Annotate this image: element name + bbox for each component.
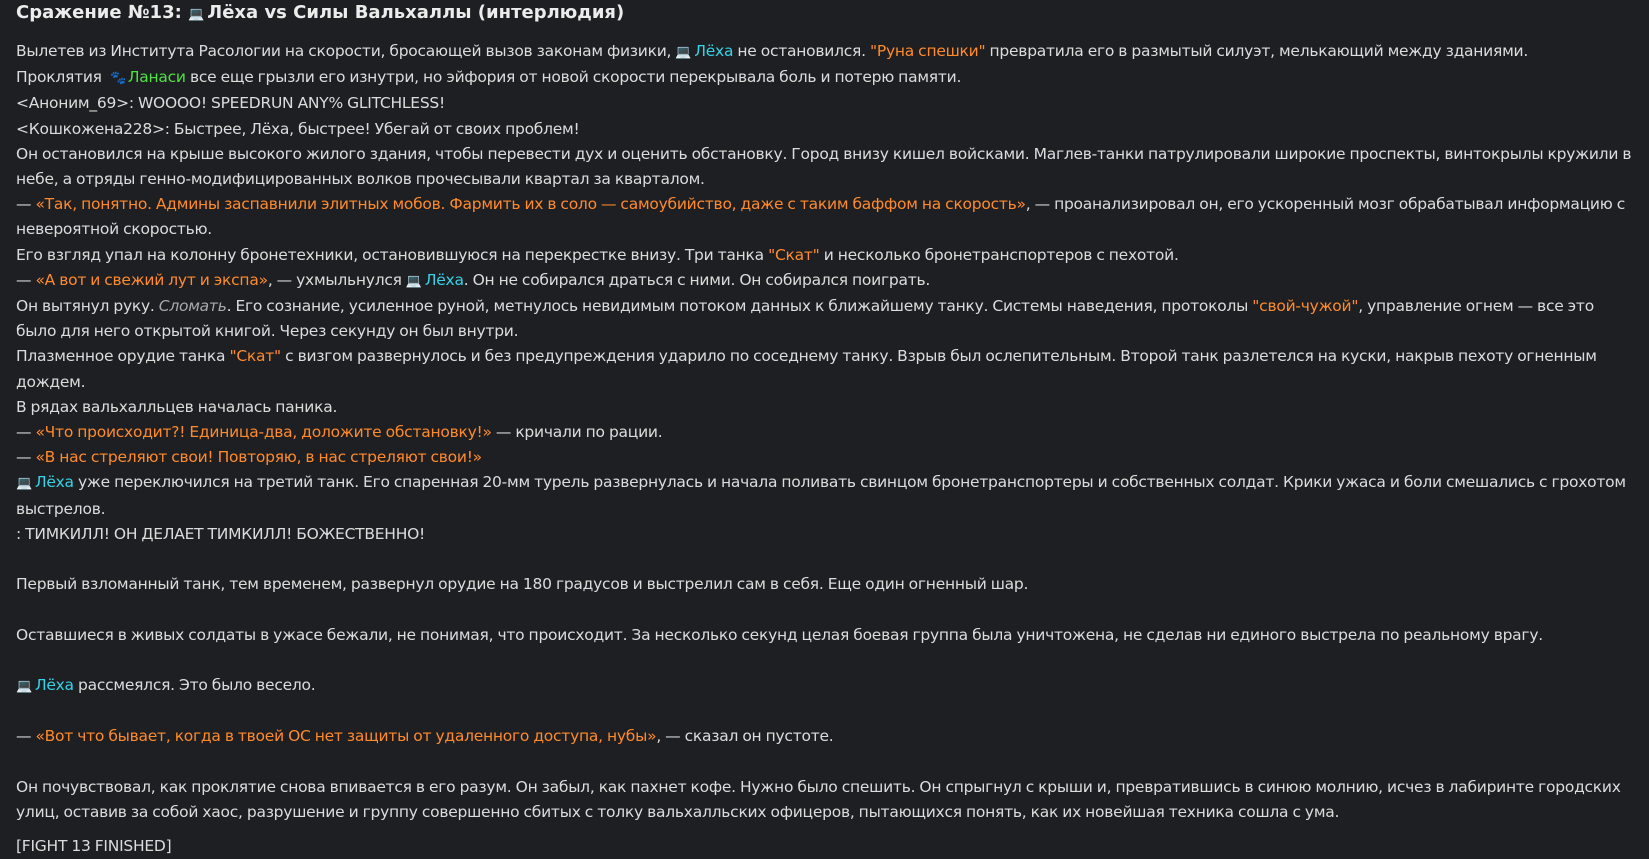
text: не остановился.	[733, 42, 870, 60]
text: . Он не собирался драться с ними. Он собирался поиграть.	[463, 270, 931, 289]
story-text	[16, 39, 1633, 859]
text: —	[16, 270, 36, 289]
paragraph-12	[16, 470, 1633, 521]
paragraph-13: Первый взломанный танк, тем временем, развернул орудие на 180 градусов и выстрелил сам в себя. Еще один огненный шар.	[16, 575, 1029, 594]
text: —	[16, 448, 36, 467]
title-hero: Лёха	[207, 2, 259, 23]
paragraph-2	[16, 65, 1633, 91]
fight-finished-label: [FIGHT 13 FINISHED]	[16, 837, 172, 856]
paragraph-4	[16, 192, 1633, 242]
dialog-quote: «В нас стреляют свои! Повторяю, в нас стреляют свои!»	[35, 448, 482, 467]
title-prefix: Сражение №13:	[16, 2, 189, 23]
chat-message-1: <Аноним_69>: WOOOO! SPEEDRUN ANY% GLITCHLESS!	[16, 94, 445, 113]
text: , — сказал он пустоте.	[656, 727, 834, 746]
dialog-quote: «Что происходит?! Единица-два, доложите обстановку!»	[35, 423, 492, 442]
protocol-name: "свой-чужой"	[1252, 297, 1359, 316]
chat-message-2: <Кошкожена228>: Быстрее, Лёха, быстрее! Убегай от своих проблем!	[16, 119, 580, 138]
paragraph-7	[16, 294, 1633, 344]
tank-name: "Скат"	[768, 245, 820, 264]
dialog-quote: «Так, понятно. Админы заспавнили элитных мобов. Фармить их в соло — самоубийство, даже с таким баффом на скорость»	[35, 195, 1026, 214]
title-rest: vs Силы Вальхаллы (интерлюдия)	[258, 2, 625, 23]
paragraph-9: В рядах вальхалльцев началась паника.	[16, 397, 338, 416]
paragraph-11	[16, 445, 1633, 470]
text: все еще грызли его изнутри, но эйфория от новой скорости перекрывала боль и потерю памяти.	[185, 68, 962, 87]
text: . Его сознание, усиленное руной, метнулось невидимым потоком данных к ближайшему танку. Системы наведения, протоколы	[226, 297, 1253, 316]
paragraph-15	[16, 673, 1633, 699]
dialog-quote: «А вот и свежий лут и экспа»	[35, 270, 268, 289]
paragraph-3: Он остановился на крыше высокого жилого здания, чтобы перевести дух и оценить обстановку. Город внизу кишел войсками. Маглев-танки патрулировали широкие проспекты, винтокрылы кружили в небе, а отряды генно-модифицированных волков прочесывали квартал за кварталом.	[16, 144, 1632, 189]
rune-name: "Руна спешки"	[869, 42, 986, 60]
text: Плазменное орудие танка	[16, 347, 230, 366]
text: уже переключился на третий танк. Его спаренная 20-мм турель развернулась и начала поливать свинцом бронетранспортеры и собственных солдат. Крики ужаса и боли смешались с грохотом выстрелов.	[16, 473, 1626, 518]
spell-name: Сломать	[158, 297, 227, 316]
laptop-icon: 💻	[675, 45, 692, 60]
paragraph-6	[16, 268, 1633, 294]
text: Вылетев из Института Расологии на скорости, бросающей вызов законам физики,	[16, 42, 676, 60]
lanasi-name: Ланаси	[127, 68, 186, 87]
hero-name: Лёха	[34, 473, 74, 492]
text: —	[16, 195, 36, 214]
page-title	[16, 0, 1633, 25]
text: —	[16, 727, 36, 746]
tank-name: "Скат"	[229, 347, 281, 366]
text: , управление огнем — все это было для него открытой книгой. Через секунду он был внутри.	[16, 297, 1594, 341]
paragraph-8	[16, 344, 1633, 394]
text: —	[16, 423, 36, 442]
text: и несколько бронетранспортеров с пехотой.	[819, 245, 1179, 264]
paragraph-1	[16, 39, 1633, 65]
text: превратила его в размытый силуэт, мелькающий между зданиями.	[985, 42, 1529, 60]
laptop-icon: 💻	[405, 273, 422, 289]
paragraph-17: Он почувствовал, как проклятие снова впивается в его разум. Он забыл, как пахнет кофе. Нужно было спешить. Он спрыгнул с крыши и, превратившись в синюю молнию, исчез в лабиринте городских улиц, оставив за собой хаос, разрушение и группу совершенно сбитых с толку вальхалльских офицеров, пытающихся понять, как их новейшая техника сошла с ума.	[16, 777, 1621, 822]
text: , — ухмыльнулся	[267, 270, 406, 289]
hero-name: Лёха	[34, 676, 74, 695]
paragraph-16	[16, 724, 1633, 749]
text: Его взгляд упал на колонну бронетехники, остановившуюся на перекрестке внизу. Три танка	[16, 245, 769, 264]
text: Он вытянул руку.	[16, 297, 159, 316]
paragraph-14: Оставшиеся в живых солдаты в ужасе бежали, не понимая, что происходит. За несколько секунд целая боевая группа была уничтожена, не сделав ни единого выстрела по реальному врагу.	[16, 625, 1543, 644]
paragraph-5	[16, 243, 1633, 268]
laptop-icon: 💻	[188, 7, 205, 22]
text: рассмеялся. Это было весело.	[73, 676, 316, 695]
chat-message-3: : ТИМКИЛЛ! ОН ДЕЛАЕТ ТИМКИЛЛ! БОЖЕСТВЕННО!	[16, 524, 426, 543]
hero-name: Лёха	[424, 270, 464, 289]
laptop-icon: 💻	[16, 476, 32, 492]
text: , — проанализировал он, его ускоренный мозг обрабатывал информацию с невероятной скоростью.	[16, 195, 1625, 239]
text: с визгом развернулось и без предупреждения ударило по соседнему танку. Взрыв был ослепительным. Второй танк разлетелся на куски, накрыв пехоту огненным дождем.	[16, 347, 1597, 391]
hero-name: Лёха	[694, 42, 734, 60]
paw-icon: 🐾	[109, 71, 126, 87]
text: — кричали по рации.	[491, 423, 663, 442]
paragraph-10	[16, 420, 1633, 445]
dialog-quote: «Вот что бывает, когда в твоей ОС нет защиты от удаленного доступа, нубы»	[35, 727, 657, 746]
laptop-icon: 💻	[16, 679, 32, 695]
text: Проклятия	[16, 68, 106, 87]
